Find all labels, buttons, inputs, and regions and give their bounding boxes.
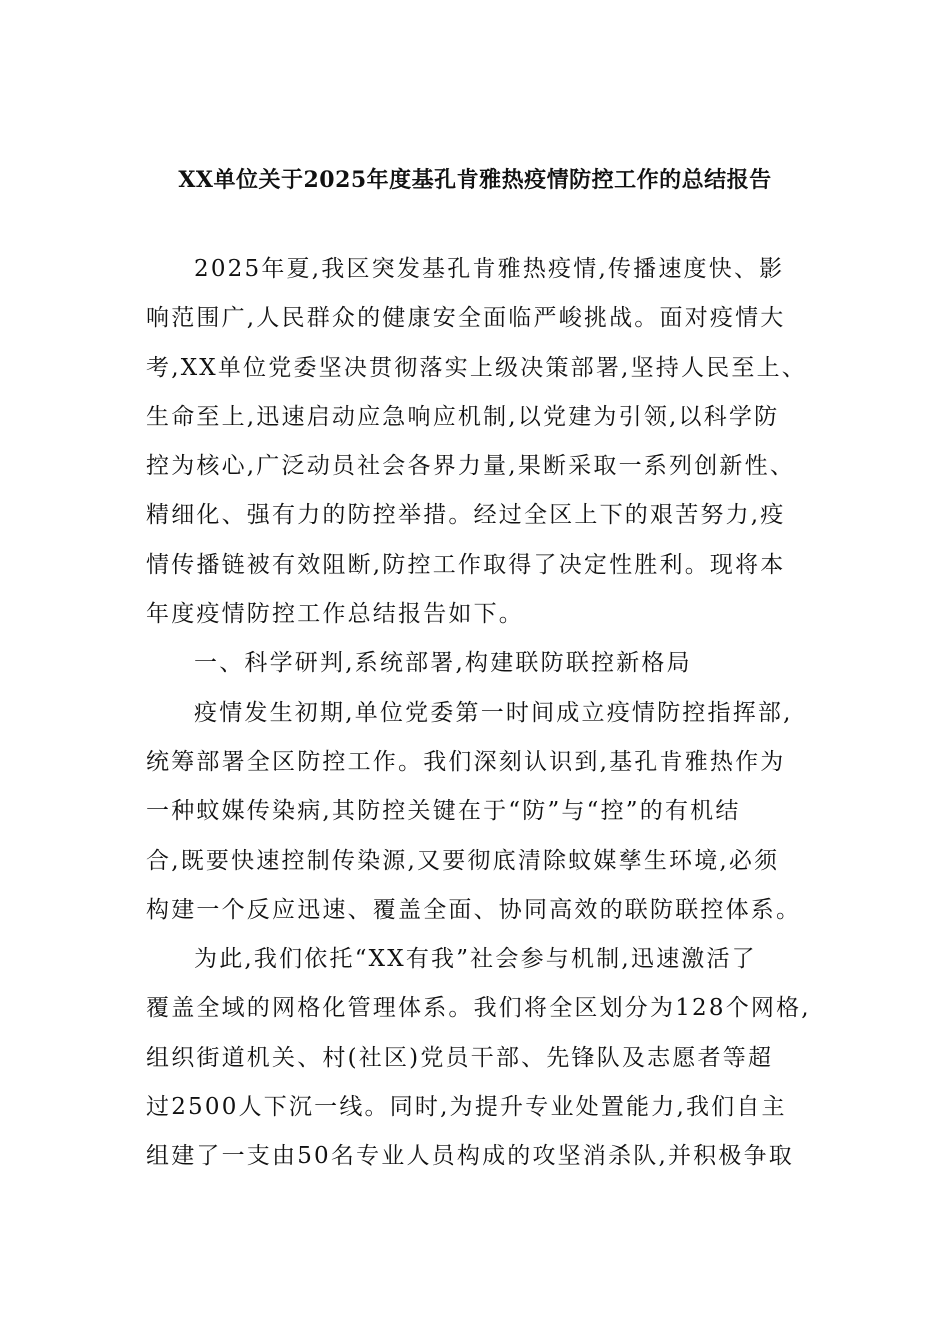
document-title: XX单位关于2025年度基孔肯雅热疫情防控工作的总结报告 bbox=[178, 167, 772, 193]
paragraph-line: 年度疫情防控工作总结报告如下。 bbox=[146, 601, 524, 628]
paragraph-line: 合,既要快速控制传染源,又要彻底清除蚊媒孳生环境,必须 bbox=[146, 847, 780, 874]
section-heading: 一、科学研判,系统部署,构建联防联控新格局 bbox=[194, 650, 692, 677]
paragraph-line: 过2500人下沉一线。同时,为提升专业处置能力,我们自主 bbox=[146, 1094, 787, 1121]
paragraph-line: 一种蚊媒传染病,其防控关键在于“防”与“控”的有机结 bbox=[146, 798, 741, 825]
paragraph-line: 响范围广,人民群众的健康安全面临严峻挑战。面对疫情大 bbox=[146, 305, 786, 332]
paragraph-line: 统筹部署全区防控工作。我们深刻认识到,基孔肯雅热作为 bbox=[146, 748, 786, 775]
paragraph-line: 疫情发生初期,单位党委第一时间成立疫情防控指挥部, bbox=[194, 699, 793, 726]
paragraph-line: 情传播链被有效阻断,防控工作取得了决定性胜利。现将本 bbox=[146, 551, 786, 578]
paragraph-line: 构建一个反应迅速、覆盖全面、协同高效的联防联控体系。 bbox=[146, 896, 802, 923]
paragraph-line: 覆盖全域的网格化管理体系。我们将全区划分为128个网格, bbox=[146, 995, 811, 1022]
paragraph-line: 2025年夏,我区突发基孔肯雅热疫情,传播速度快、影 bbox=[194, 256, 785, 282]
paragraph-line: 组织街道机关、村(社区)党员干部、先锋队及志愿者等超 bbox=[146, 1044, 774, 1071]
paragraph-line: 精细化、强有力的防控举措。经过全区上下的艰苦努力,疫 bbox=[146, 502, 786, 529]
paragraph-line: 考,XX单位党委坚决贯彻落实上级决策部署,坚持人民至上、 bbox=[146, 354, 807, 381]
paragraph-line: 组建了一支由50名专业人员构成的攻坚消杀队,并积极争取 bbox=[146, 1143, 794, 1170]
paragraph-line: 生命至上,迅速启动应急响应机制,以党建为引领,以科学防 bbox=[146, 403, 780, 430]
document-body bbox=[146, 249, 810, 1186]
paragraph-line: 控为核心,广泛动员社会各界力量,果断采取一系列创新性、 bbox=[146, 453, 796, 480]
paragraph-line: 为此,我们依托“XX有我”社会参与机制,迅速激活了 bbox=[194, 946, 757, 973]
